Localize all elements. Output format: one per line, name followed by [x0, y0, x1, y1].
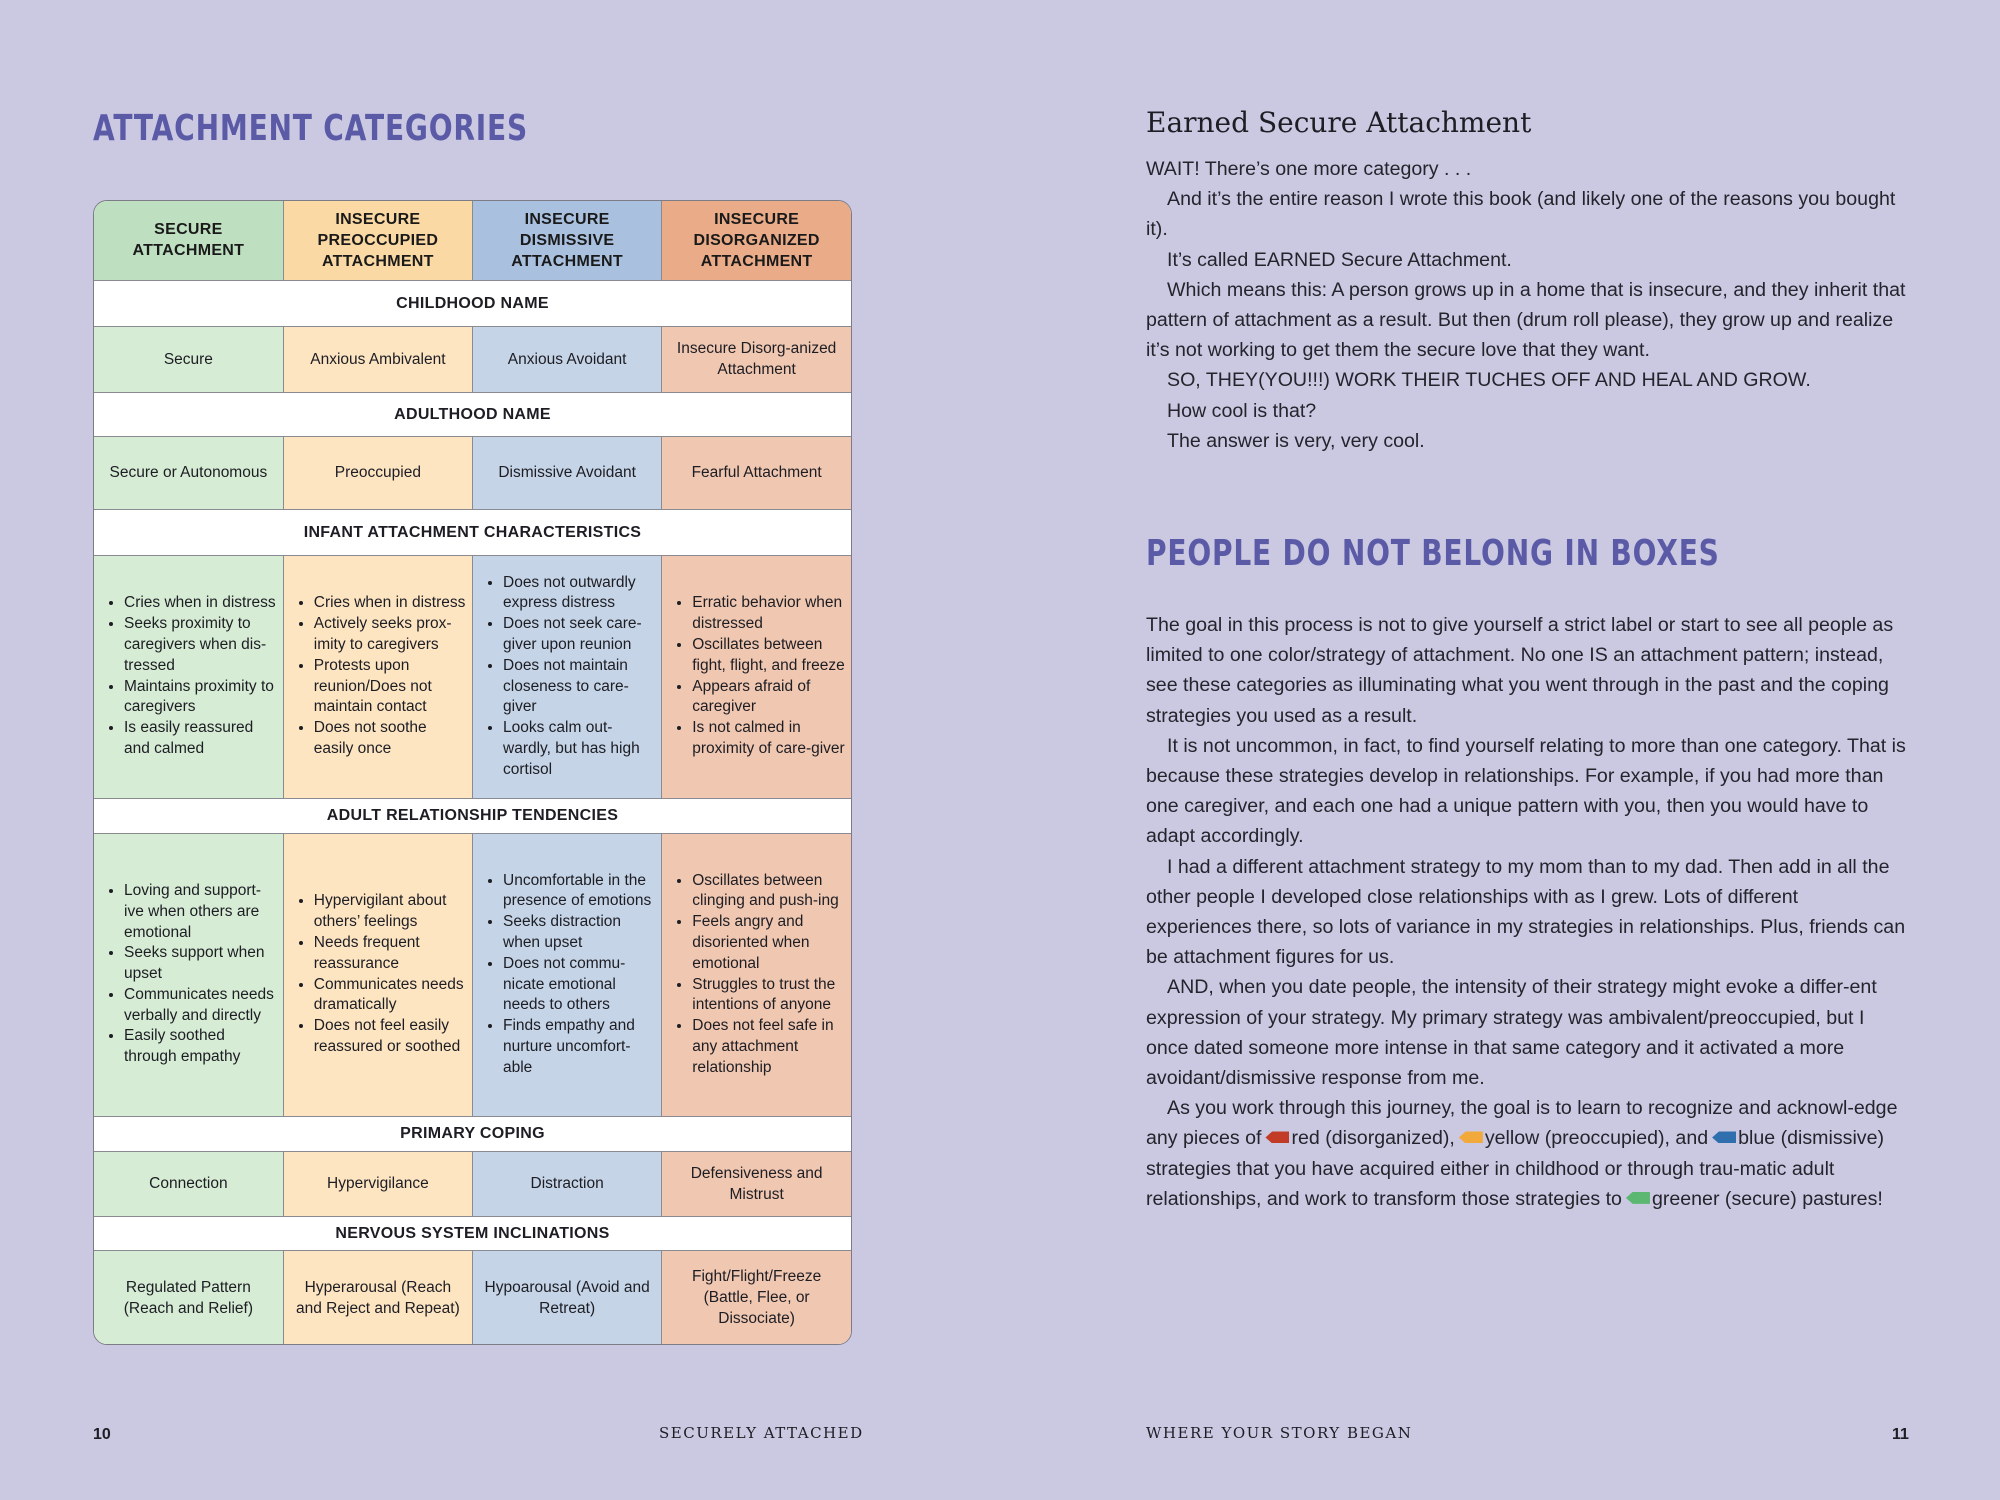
table-cell: Fight/Flight/Freeze (Battle, Flee, or Dissociate): [662, 1250, 851, 1345]
table-cell: Dismissive Avoidant: [473, 436, 662, 509]
section-title-nervous-system: NERVOUS SYSTEM INCLINATIONS: [94, 1216, 851, 1250]
list-item: • Does not feel safe in any attachment relationship: [692, 1016, 847, 1078]
table-cell: [662, 833, 851, 1116]
list-item: • Looks calm out-wardly, but has high cortisol: [503, 718, 657, 780]
table-cell: Regulated Pattern (Reach and Relief): [94, 1250, 283, 1345]
green-tag-icon: [1626, 1192, 1650, 1204]
text-run: red (disorganized),: [1291, 1127, 1455, 1150]
table-cell: Secure or Autonomous: [94, 436, 283, 509]
table-cell: Hypervigilance: [283, 1151, 472, 1216]
list-item: • Maintains proximity to caregivers: [124, 677, 279, 719]
table-cell: [662, 555, 851, 798]
list-item: • Oscillates between fight, flight, and freeze: [692, 635, 847, 677]
section-title-adulthood-name: ADULTHOOD NAME: [94, 392, 851, 436]
paragraph: WAIT! There’s one more category . . .: [1146, 158, 1472, 180]
list-item: • Does not outwardly express distress: [503, 573, 657, 615]
paragraph: I had a different attachment strategy to my mom than to my dad. Then add in all the other people I developed close relationships with as I grew. Lots of different experiences there, so lots of variance in my strategies in relationships. Plus, friends can be attachment figures for us.: [1146, 855, 1906, 969]
table-cell: Anxious Avoidant: [473, 326, 662, 392]
list-item: • Protests upon reunion/Does not maintain contact: [314, 656, 468, 718]
list-item: • Does not maintain closeness to care-giver: [503, 656, 657, 718]
running-head-left: SECURELY ATTACHED: [659, 1424, 864, 1442]
list-item: • Struggles to trust the intentions of anyone: [692, 975, 847, 1017]
column-header-secure: SECURE ATTACHMENT: [94, 201, 283, 280]
paragraph: SO, THEY(YOU!!!) WORK THEIR TUCHES OFF AND HEAL AND GROW.: [1167, 369, 1811, 392]
list-item: • Hypervigilant about others’ feelings: [314, 891, 468, 933]
table-cell: Anxious Ambivalent: [283, 326, 472, 392]
text-run: blue (dismissive) strategies that you have acquired either in childhood or through trau-matic adult relationships, and work to transform those strategies to: [1146, 1127, 1885, 1210]
table-cell: Preoccupied: [283, 436, 472, 509]
paragraph: Which means this: A person grows up in a home that is insecure, and they inherit that pattern of attachment as a result. But then (drum roll please), they grow up and realize it’s not working to get them the secure love that they want.: [1146, 278, 1906, 362]
column-header-disorganized: INSECURE DISORGANIZED ATTACHMENT: [662, 201, 851, 280]
paragraph: [1146, 1093, 1908, 1214]
column-header-preoccupied: INSECURE PREOCCUPIED ATTACHMENT: [283, 201, 472, 280]
yellow-tag-icon: [1459, 1131, 1483, 1143]
section-title-primary-coping: PRIMARY COPING: [94, 1116, 851, 1151]
table-cell: Secure: [94, 326, 283, 392]
paragraph: It’s called EARNED Secure Attachment.: [1167, 248, 1512, 271]
paragraph: And it’s the entire reason I wrote this book (and likely one of the reasons you bought it).: [1146, 188, 1896, 241]
list-item: • Cries when in distress: [124, 593, 279, 614]
table-cell: [473, 555, 662, 798]
table-cell: [94, 555, 283, 798]
section-title-infant-characteristics: INFANT ATTACHMENT CHARACTERISTICS: [94, 509, 851, 555]
list-item: • Does not seek care-giver upon reunion: [503, 614, 657, 656]
section-title-childhood-name: CHILDHOOD NAME: [94, 280, 851, 326]
section-title-adult-tendencies: ADULT RELATIONSHIP TENDENCIES: [94, 798, 851, 833]
table-cell: Connection: [94, 1151, 283, 1216]
list-item: • Uncomfortable in the presence of emotions: [503, 871, 657, 913]
list-item: • Does not commu-nicate emotional needs to others: [503, 954, 657, 1016]
text-run: As you work through this journey, the goal is to learn to recognize and acknowl-edge any pieces of: [1146, 1097, 1898, 1150]
list-item: • Cries when in distress: [314, 593, 468, 614]
page-number-right: 11: [1892, 1426, 1909, 1443]
people-boxes-body: [1146, 610, 1908, 1214]
list-item: • Seeks support when upset: [124, 943, 279, 985]
list-item: • Appears afraid of caregiver: [692, 677, 847, 719]
list-item: • Erratic behavior when distressed: [692, 593, 847, 635]
red-tag-icon: [1265, 1131, 1289, 1143]
text-run: greener (secure) pastures!: [1651, 1187, 1883, 1210]
list-item: • Loving and support-ive when others are emotional: [124, 881, 279, 943]
table-cell: [283, 833, 472, 1116]
list-item: • Does not feel easily reassured or soothed: [314, 1016, 468, 1058]
list-item: • Seeks proximity to caregivers when dis-tressed: [124, 614, 279, 676]
page-number-left: 10: [93, 1426, 111, 1443]
list-item: • Feels angry and disoriented when emotional: [692, 912, 847, 974]
list-item: • Is not calmed in proximity of care-giver: [692, 718, 847, 760]
paragraph: AND, when you date people, the intensity of their strategy might evoke a differ-ent expression of your strategy. My primary strategy was ambivalent/preoccupied, but I once dated someone more intense in that same category and it activated a more avoidant/dismissive response from me.: [1146, 976, 1877, 1090]
list-item: • Easily soothed through empathy: [124, 1026, 279, 1068]
table-cell: Hypoarousal (Avoid and Retreat): [473, 1250, 662, 1345]
earned-secure-title: Earned Secure Attachment: [1146, 106, 1532, 139]
list-item: • Seeks distraction when upset: [503, 912, 657, 954]
paragraph: How cool is that?: [1167, 399, 1317, 422]
attachment-categories-table: [93, 200, 852, 1345]
text-run: yellow (preoccupied), and: [1484, 1127, 1709, 1150]
running-head-right: WHERE YOUR STORY BEGAN: [1146, 1424, 1413, 1442]
paragraph: The answer is very, very cool.: [1167, 429, 1425, 452]
list-item: • Needs frequent reassurance: [314, 933, 468, 975]
list-item: • Actively seeks prox-imity to caregivers: [314, 614, 468, 656]
paragraph: The goal in this process is not to give yourself a strict label or start to see all people as limited to one color/strategy of attachment. No one IS an attachment pattern; instead, see these categories as illuminating what you went through in the past and the coping strategies you used as a result.: [1146, 614, 1894, 727]
list-item: • Oscillates between clinging and push-ing: [692, 871, 847, 913]
column-header-dismissive: INSECURE DISMISSIVE ATTACHMENT: [473, 201, 662, 280]
table-cell: Defensiveness and Mistrust: [662, 1151, 851, 1216]
list-item: • Communicates needs dramatically: [314, 975, 468, 1017]
table-cell: Fearful Attachment: [662, 436, 851, 509]
table-cell: [473, 833, 662, 1116]
list-item: • Does not soothe easily once: [314, 718, 468, 760]
earned-secure-body: [1146, 154, 1908, 456]
paragraph: It is not uncommon, in fact, to find yourself relating to more than one category. That is because these strategies develop in relationships. For example, if you had more than one caregiver, and each one had a unique pattern with you, then you would have to adapt accordingly.: [1146, 734, 1906, 848]
attachment-categories-heading: ATTACHMENT CATEGORIES: [93, 108, 528, 149]
list-item: • Communicates needs verbally and directly: [124, 985, 279, 1027]
table-cell: [94, 833, 283, 1116]
table-cell: Distraction: [473, 1151, 662, 1216]
blue-tag-icon: [1712, 1131, 1736, 1143]
people-boxes-heading: PEOPLE DO NOT BELONG IN BOXES: [1146, 533, 1720, 574]
table-cell: Hyperarousal (Reach and Reject and Repeat): [283, 1250, 472, 1345]
table-cell: Insecure Disorg-anized Attachment: [662, 326, 851, 392]
table-cell: [283, 555, 472, 798]
list-item: • Is easily reassured and calmed: [124, 718, 279, 760]
list-item: • Finds empathy and nurture uncomfort-able: [503, 1016, 657, 1078]
